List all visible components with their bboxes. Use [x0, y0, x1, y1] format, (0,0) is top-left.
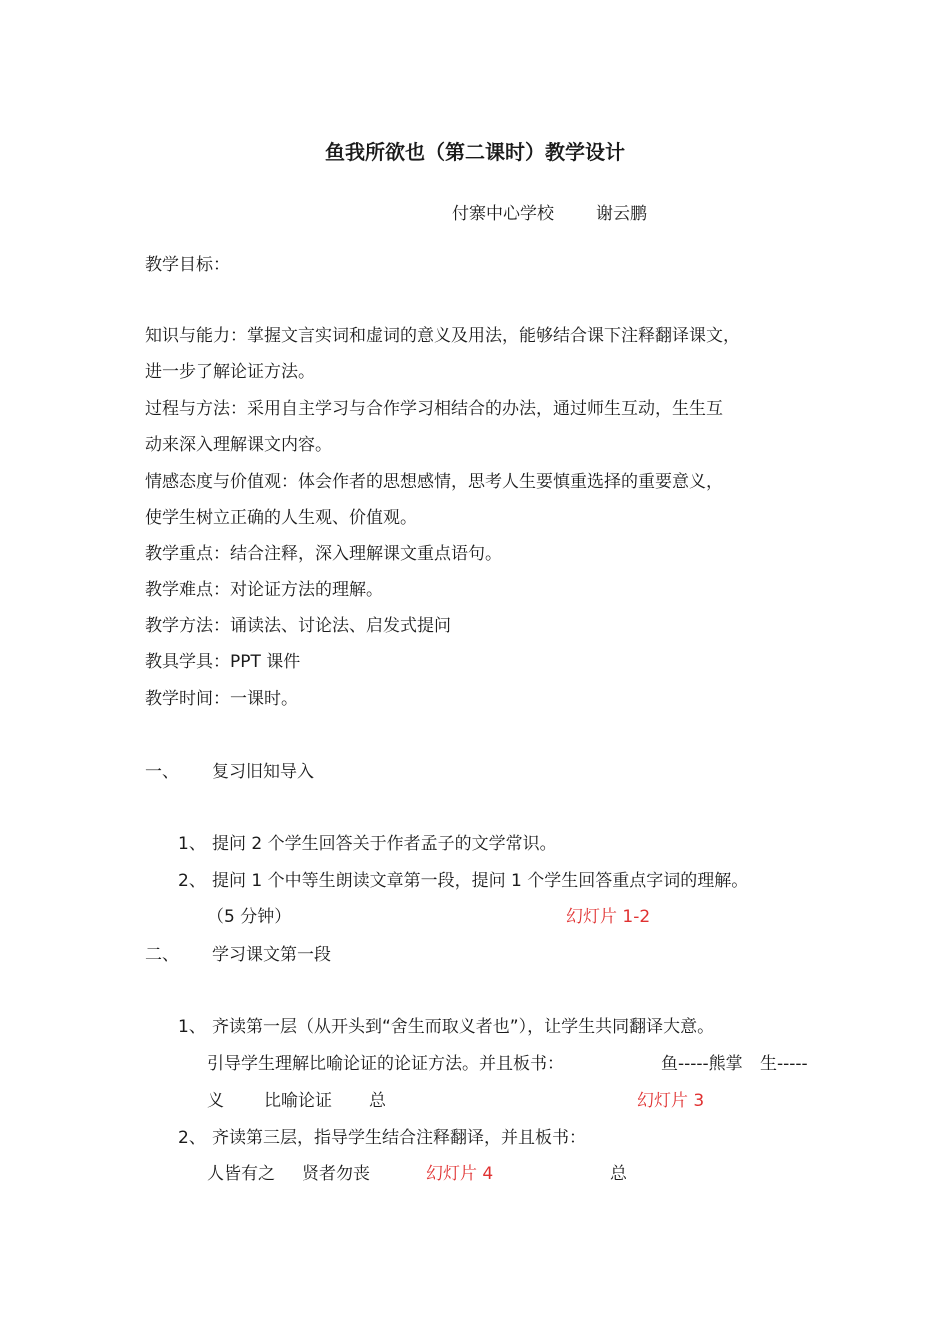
board-righteousness: 义: [207, 1091, 224, 1111]
document-title: 鱼我所欲也（第二课时）教学设计: [325, 140, 625, 164]
section2-item2-text: 齐读第三层，指导学生结合注释翻译，并且板书：: [212, 1128, 586, 1148]
section1-item1-text: 提问 2 个学生回答关于作者孟子的文学常识。: [212, 834, 557, 854]
teaching-time: 教学时间：一课时。: [145, 689, 298, 709]
slide-ref-4: 幻灯片 4: [426, 1164, 494, 1184]
objectives-heading: 教学目标：: [145, 255, 230, 275]
board-life: 生-----: [760, 1054, 808, 1074]
section2-heading: 学习课文第一段: [212, 945, 331, 965]
emotion-line-1: 情感态度与价值观：体会作者的思想感情，思考人生要慎重选择的重要意义，: [145, 472, 723, 492]
author-name: 谢云鹏: [596, 204, 647, 224]
teaching-method: 教学方法：诵读法、讨论法、启发式提问: [145, 616, 451, 636]
section2-item2-number: 2、: [178, 1128, 206, 1148]
school-name: 付寨中心学校: [452, 204, 554, 224]
section1-heading: 复习旧知导入: [212, 762, 314, 782]
section1-item2-text: 提问 1 个中等生朗读文章第一段，提问 1 个学生回答重点字词的理解。: [212, 871, 749, 891]
section1-item2-time: （5 分钟）: [207, 907, 292, 927]
process-line-1: 过程与方法：采用自主学习与合作学习相结合的办法，通过师生互动，生生互: [145, 399, 723, 419]
section1-number: 一、: [145, 762, 179, 782]
section2-item1-number: 1、: [178, 1017, 206, 1037]
section2-item1-text: 齐读第一层（从开头到“舍生而取义者也”），让学生共同翻译大意。: [212, 1017, 715, 1037]
slide-ref-1-2: 幻灯片 1-2: [566, 907, 651, 927]
board-everyone-has: 人皆有之: [207, 1164, 275, 1184]
emotion-line-2: 使学生树立正确的人生观、价值观。: [145, 508, 417, 528]
board-wise-not-lose: 贤者勿丧: [302, 1164, 370, 1184]
board-fish-bearpaw: 鱼-----熊掌: [661, 1054, 743, 1074]
slide-ref-3: 幻灯片 3: [637, 1091, 705, 1111]
section2-item1-line2: 引导学生理解比喻论证的论证方法。并且板书：: [207, 1054, 564, 1074]
section1-item1-number: 1、: [178, 834, 206, 854]
board-metaphor-argument: 比喻论证: [264, 1091, 332, 1111]
board-summary-2: 总: [610, 1164, 627, 1184]
key-point: 教学重点：结合注释，深入理解课文重点语句。: [145, 544, 502, 564]
board-summary-1: 总: [369, 1091, 386, 1111]
section1-item2-number: 2、: [178, 871, 206, 891]
process-line-2: 动来深入理解课文内容。: [145, 435, 332, 455]
knowledge-line-1: 知识与能力：掌握文言实词和虚词的意义及用法，能够结合课下注释翻译课文，: [145, 326, 740, 346]
knowledge-line-2: 进一步了解论证方法。: [145, 362, 315, 382]
difficulty: 教学难点：对论证方法的理解。: [145, 580, 383, 600]
section2-number: 二、: [145, 945, 179, 965]
teaching-tools: 教具学具：PPT 课件: [145, 652, 301, 672]
